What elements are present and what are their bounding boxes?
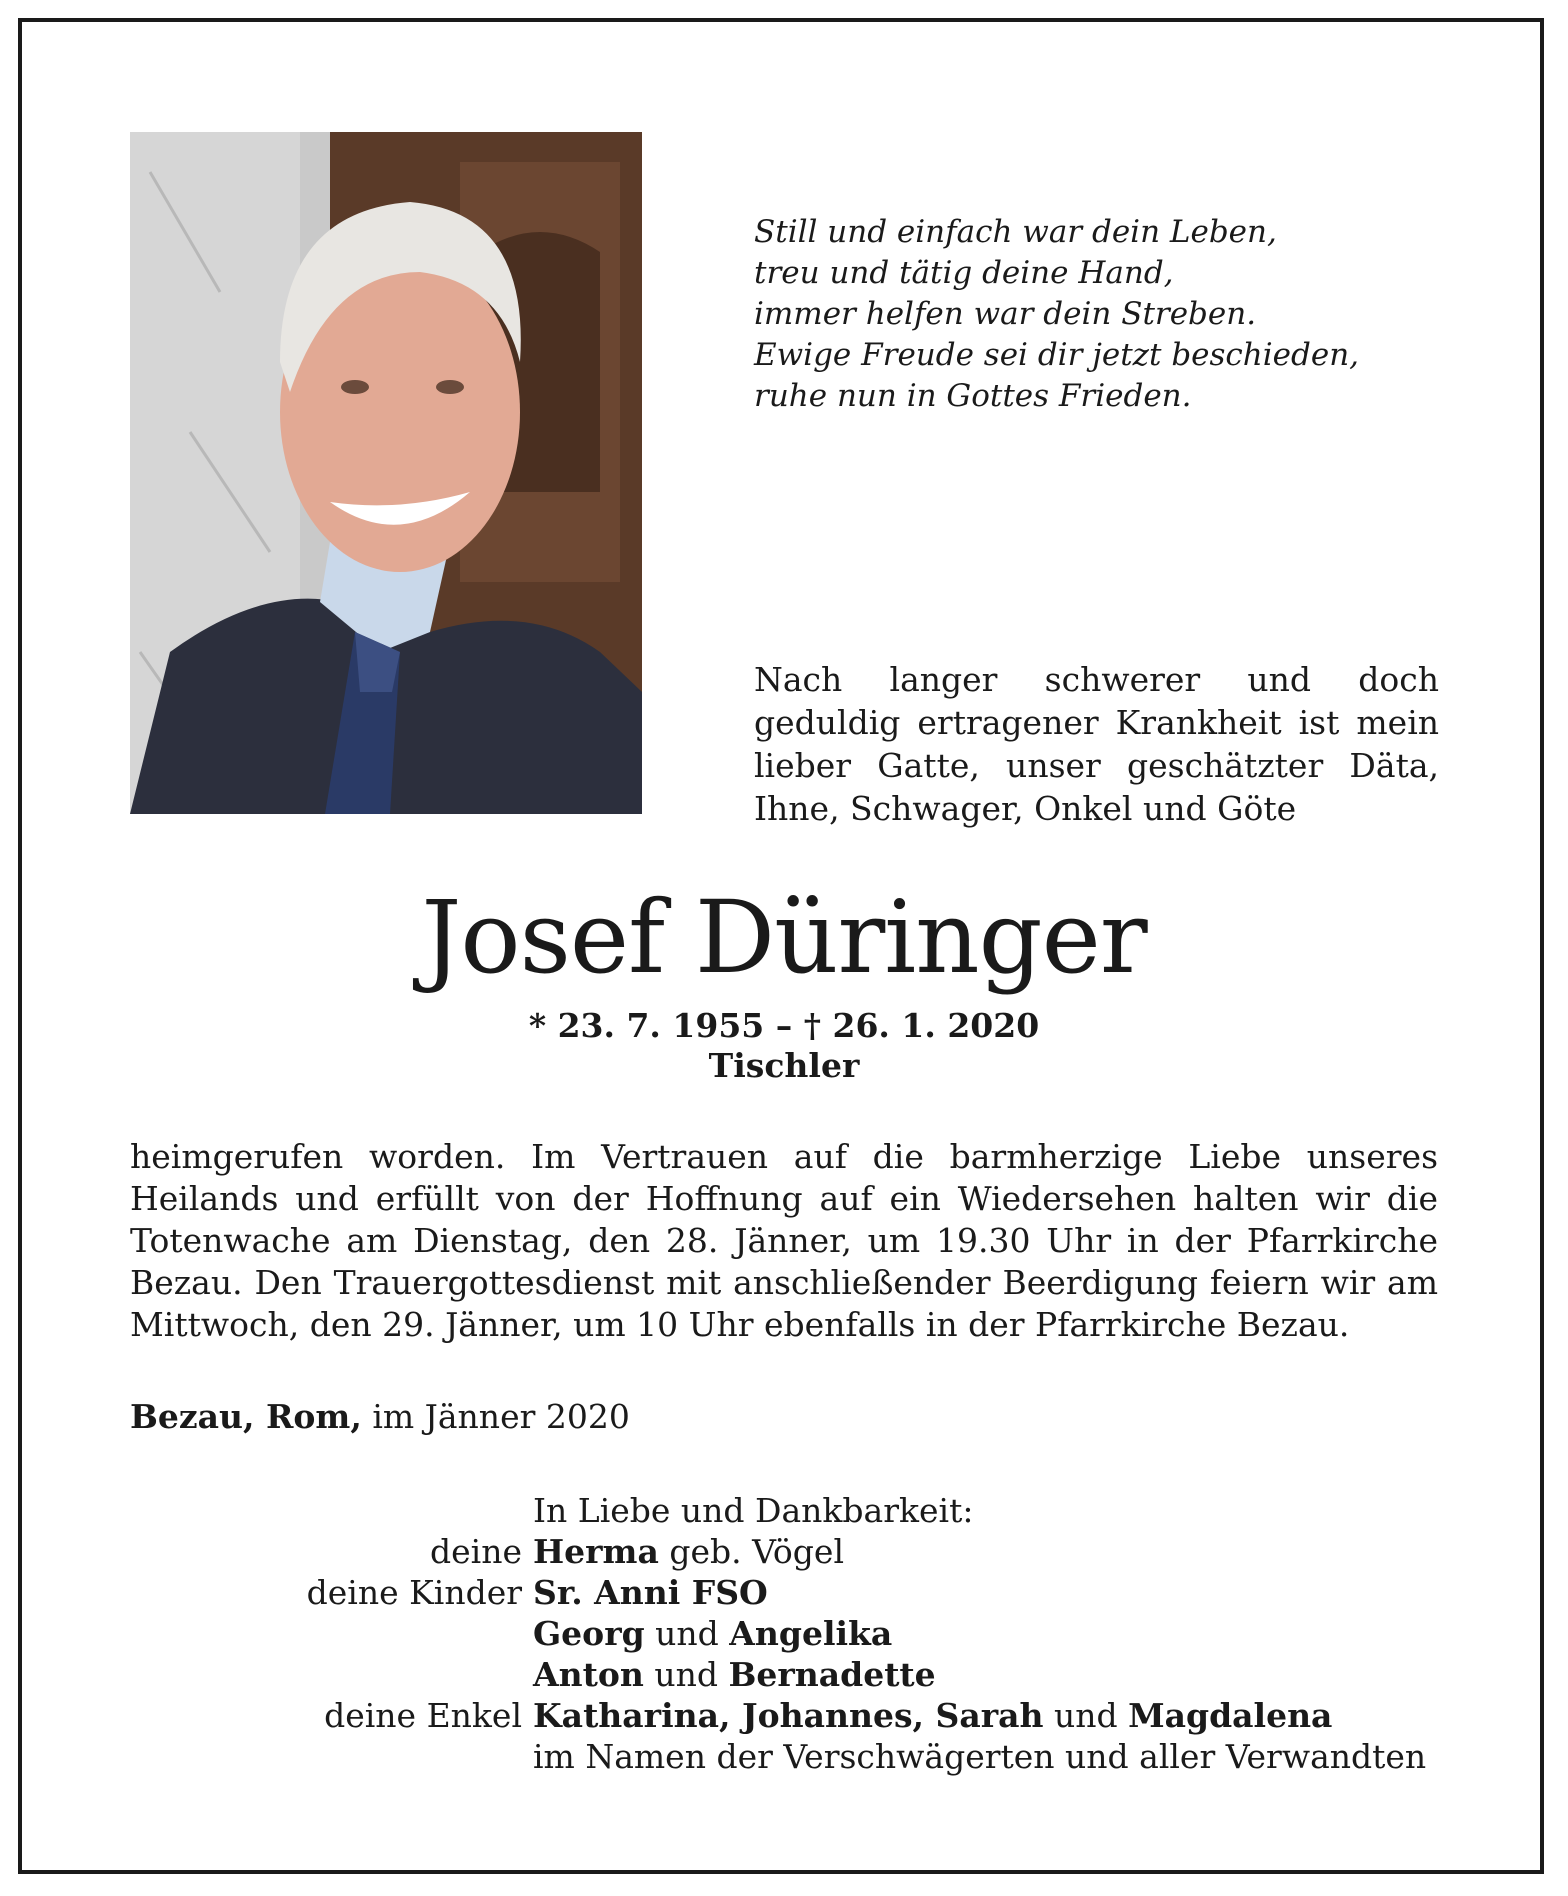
mourner-name: Angelika [729,1614,893,1653]
mourner-row-children [0,1613,1568,1654]
mourner-name: Katharina, Johannes, Sarah [533,1696,1044,1735]
and-word: und [643,1655,729,1694]
poem-line: ruhe nun in Gottes Frieden. [754,378,1192,414]
intro-paragraph: Nach langer schwerer und doch geduldig ertragener Krankheit ist mein lieber Gatte, unser geschätzter Däta, Ihne, Schwager, Onkel und Göte [754,660,1439,828]
life-dates: * 23. 7. 1955 – † 26. 1. 2020 [528,1006,1040,1045]
mourners-heading-row [0,1490,1568,1531]
and-word: und [1043,1696,1129,1735]
mourners-list [0,1490,1568,1777]
mourner-row-relatives [0,1736,1568,1777]
mourner-row-children [0,1654,1568,1695]
poem-line: Ewige Freude sei dir jetzt beschieden, [754,337,1360,373]
funeral-details: heimgerufen worden. Im Vertrauen auf die barmherzige Liebe unseres Heilands und erfüllt von der Hoffnung auf ein Wiedersehen halten wir die Totenwache am Dienstag, den 28. Jänner, um 19.30 Uhr in der Pfarrkirche Bezau. Den Trauergottesdienst mit anschließender Beerdigung feiern wir am Mittwoch, den 29. Jänner, um 10 Uhr ebenfalls in der Pfarrkirche Bezau. [130,1137,1438,1344]
and-word: und [644,1614,730,1653]
poem-line: treu und tätig deine Hand, [754,255,1174,291]
portrait-photo [130,132,642,814]
profession: Tischler [708,1046,860,1085]
mourner-name: Georg [533,1614,645,1653]
relation-label: deine Kinder [306,1573,522,1612]
deceased-name: Josef Düringer [421,879,1147,996]
relatives-text: im Namen der Verschwägerten und aller Verwandten [533,1737,1427,1776]
mourner-name: Bernadette [728,1655,936,1694]
place-date [130,1396,630,1438]
relation-label: deine Enkel [324,1696,522,1735]
poem [754,212,1474,417]
mourner-row-children [0,1572,1568,1613]
mourner-name: Herma [533,1532,659,1571]
mourner-name: Sr. Anni FSO [533,1573,768,1612]
poem-line: Still und einfach war dein Leben, [754,214,1277,250]
place-date-text: im Jänner 2020 [361,1397,630,1436]
mourner-name: Anton [533,1655,644,1694]
mourner-row-grandchildren [0,1695,1568,1736]
mourner-row-wife [0,1531,1568,1572]
poem-line: immer helfen war dein Streben. [754,296,1257,332]
place-names: Bezau, Rom, [130,1397,362,1436]
mourners-heading: In Liebe und Dankbarkeit: [533,1491,974,1530]
mourner-suffix: geb. Vögel [658,1532,845,1571]
mourner-name: Magdalena [1128,1696,1333,1735]
relation-label: deine [430,1532,522,1571]
